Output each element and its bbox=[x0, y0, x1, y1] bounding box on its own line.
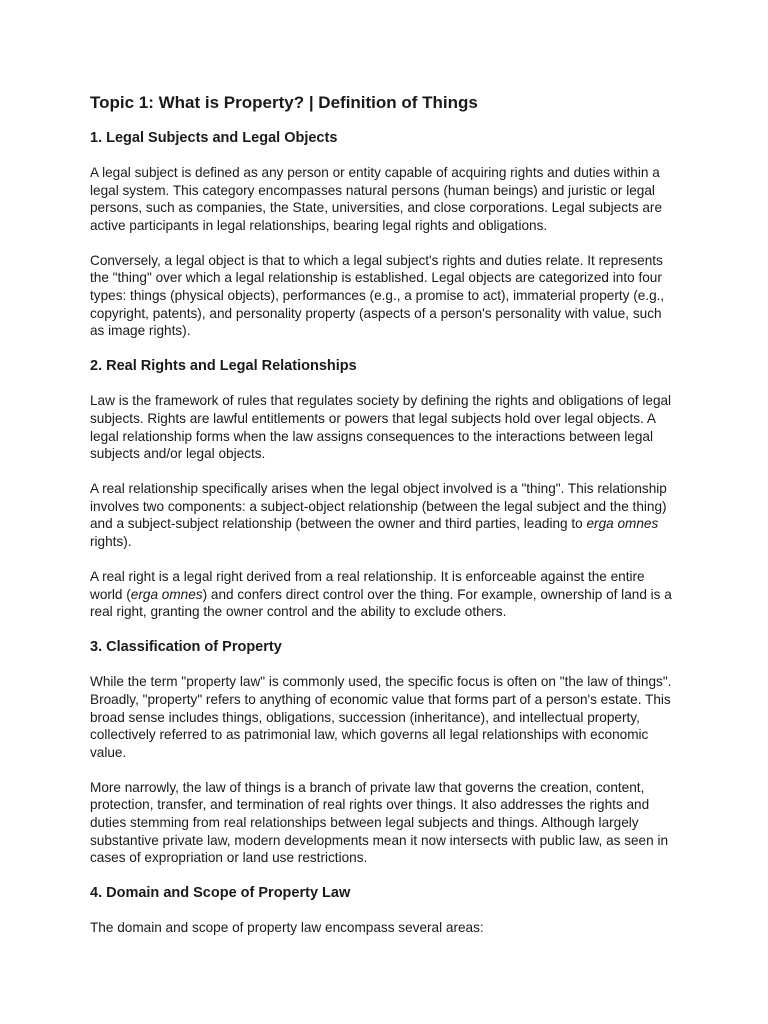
paragraph: A legal subject is defined as any person or entity capable of acquiring rights and duties within a legal system. This category encompasses natural persons (human beings) and juristic or legal persons, such as companies, the State, universities, and close corporations. Legal subjects are active participants in legal relationships, bearing legal rights and obligations. bbox=[90, 165, 663, 233]
section-heading-1: 1. Legal Subjects and Legal Objects bbox=[90, 130, 338, 146]
text-run: ) and confers direct control over the thing. For example, ownership of land is a real right, granting the owner control and the ability to exclude others. bbox=[90, 586, 672, 620]
paragraph bbox=[90, 480, 678, 550]
page-title: Topic 1: What is Property? | Definition of Things bbox=[90, 93, 478, 112]
paragraph: More narrowly, the law of things is a branch of private law that governs the creation, content, protection, transfer, and termination of real rights over things. It also addresses the rights and duties stemming from real relationships between legal subjects and things. Although largely substantive private law, modern developments mean it now intersects with public law, as seen in cases of expropriation or land use restrictions. bbox=[90, 779, 669, 866]
section-heading-4: 4. Domain and Scope of Property Law bbox=[90, 885, 351, 902]
paragraph: While the term "property law" is commonly used, the specific focus is often on "the law of things". Broadly, "property" refers to anything of economic value that forms part of a person's estate. This broad sense includes things, obligations, succession (inheritance), and intellectual property, collectively referred to as patrimonial law, which governs all legal relationships with economic value. bbox=[90, 674, 672, 760]
section-heading-3: 3. Classification of Property bbox=[90, 639, 282, 656]
paragraph: Law is the framework of rules that regulates society by defining the rights and obligations of legal subjects. Rights are lawful entitlements or powers that legal subjects hold over legal objects. A legal relationship forms when the law assigns consequences to the interactions between legal subjects and/or legal objects. bbox=[90, 393, 672, 462]
text-run: rights). bbox=[90, 534, 132, 549]
section-heading-2: 2. Real Rights and Legal Relationships bbox=[90, 358, 357, 375]
text-run: A real relationship specifically arises when the legal object involved is a "thing". This relationship involves two components: a subject-object relationship (between the legal subject and the thing) and a subject-subject relationship (between the owner and third parties, leading to bbox=[90, 481, 667, 532]
italic-term: erga omnes bbox=[130, 586, 203, 602]
paragraph: Conversely, a legal object is that to which a legal subject's rights and duties relate. It represents the "thing" over which a legal relationship is established. Legal objects are categorized into four types: things (physical objects), performances (e.g., a promise to act), immaterial property (e.g., copyright, patents), and personality property (aspects of a person's personality with value, such as image rights). bbox=[90, 252, 665, 339]
paragraph bbox=[90, 568, 678, 621]
text-run: A real right is a legal right derived from a real relationship. It is enforceable against the entire world ( bbox=[90, 569, 645, 602]
paragraph: The domain and scope of property law encompass several areas: bbox=[90, 920, 484, 936]
italic-term: erga omnes bbox=[586, 516, 659, 532]
